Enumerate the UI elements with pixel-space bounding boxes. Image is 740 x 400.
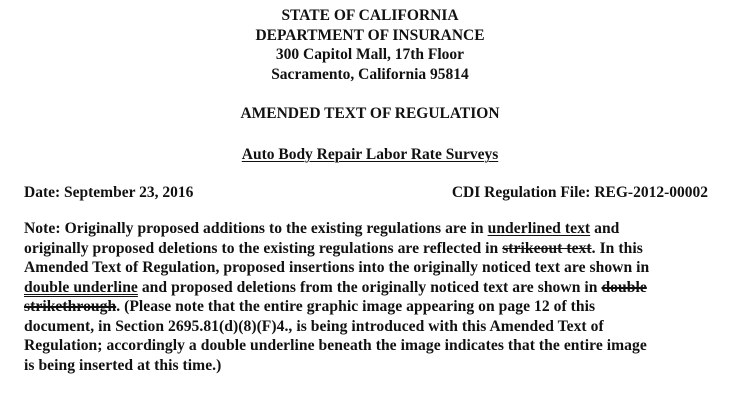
- note-line: [24, 239, 724, 259]
- double-underline-example: double underline: [24, 278, 138, 296]
- agency-header: [0, 6, 740, 84]
- document-title: AMENDED TEXT OF REGULATION: [240, 105, 500, 122]
- state-name: STATE OF CALIFORNIA: [281, 7, 459, 24]
- note-line: is being inserted at this time.): [24, 356, 222, 374]
- note-line: Amended Text of Regulation, proposed insertions into the originally noticed text are shown in: [24, 259, 650, 276]
- regulation-file-number: CDI Regulation File: REG-2012-00002: [451, 184, 708, 201]
- double-strikethrough-example: double: [601, 278, 647, 296]
- note-line: [24, 297, 724, 317]
- department-name: DEPARTMENT OF INSURANCE: [255, 26, 485, 44]
- double-strikethrough-example: strikethrough: [24, 298, 117, 315]
- note-text: and: [590, 220, 620, 237]
- note-text: originally proposed deletions to the existing regulations are reflected in: [24, 239, 503, 257]
- note-line: [24, 219, 724, 239]
- document-subtitle: [0, 145, 740, 164]
- underlined-text-example: underlined text: [487, 220, 591, 237]
- document-date: Date: September 23, 2016: [24, 184, 194, 201]
- strikeout-text-example: strikeout text: [502, 239, 592, 257]
- note-line: Regulation; accordingly a double underline beneath the image indicates that the entire image: [24, 337, 647, 354]
- note-line: document, in Section 2695.81(d)(8)(F)4., is being introduced with this Amended Text of: [24, 317, 604, 335]
- note-text: Note: Originally proposed additions to the existing regulations are in: [24, 220, 488, 237]
- subtitle-text: Auto Body Repair Labor Rate Surveys: [241, 146, 499, 163]
- street-address: 300 Capitol Mall, 17th Floor: [275, 46, 465, 63]
- note-paragraph: [24, 219, 724, 375]
- note-line: [24, 278, 724, 298]
- note-text: . (Please note that the entire graphic image appearing on page 12 of this: [116, 298, 596, 315]
- city-address: Sacramento, California 95814: [271, 65, 469, 83]
- note-text: . In this: [591, 239, 643, 257]
- note-text: and proposed deletions from the originally noticed text are shown in: [137, 278, 602, 296]
